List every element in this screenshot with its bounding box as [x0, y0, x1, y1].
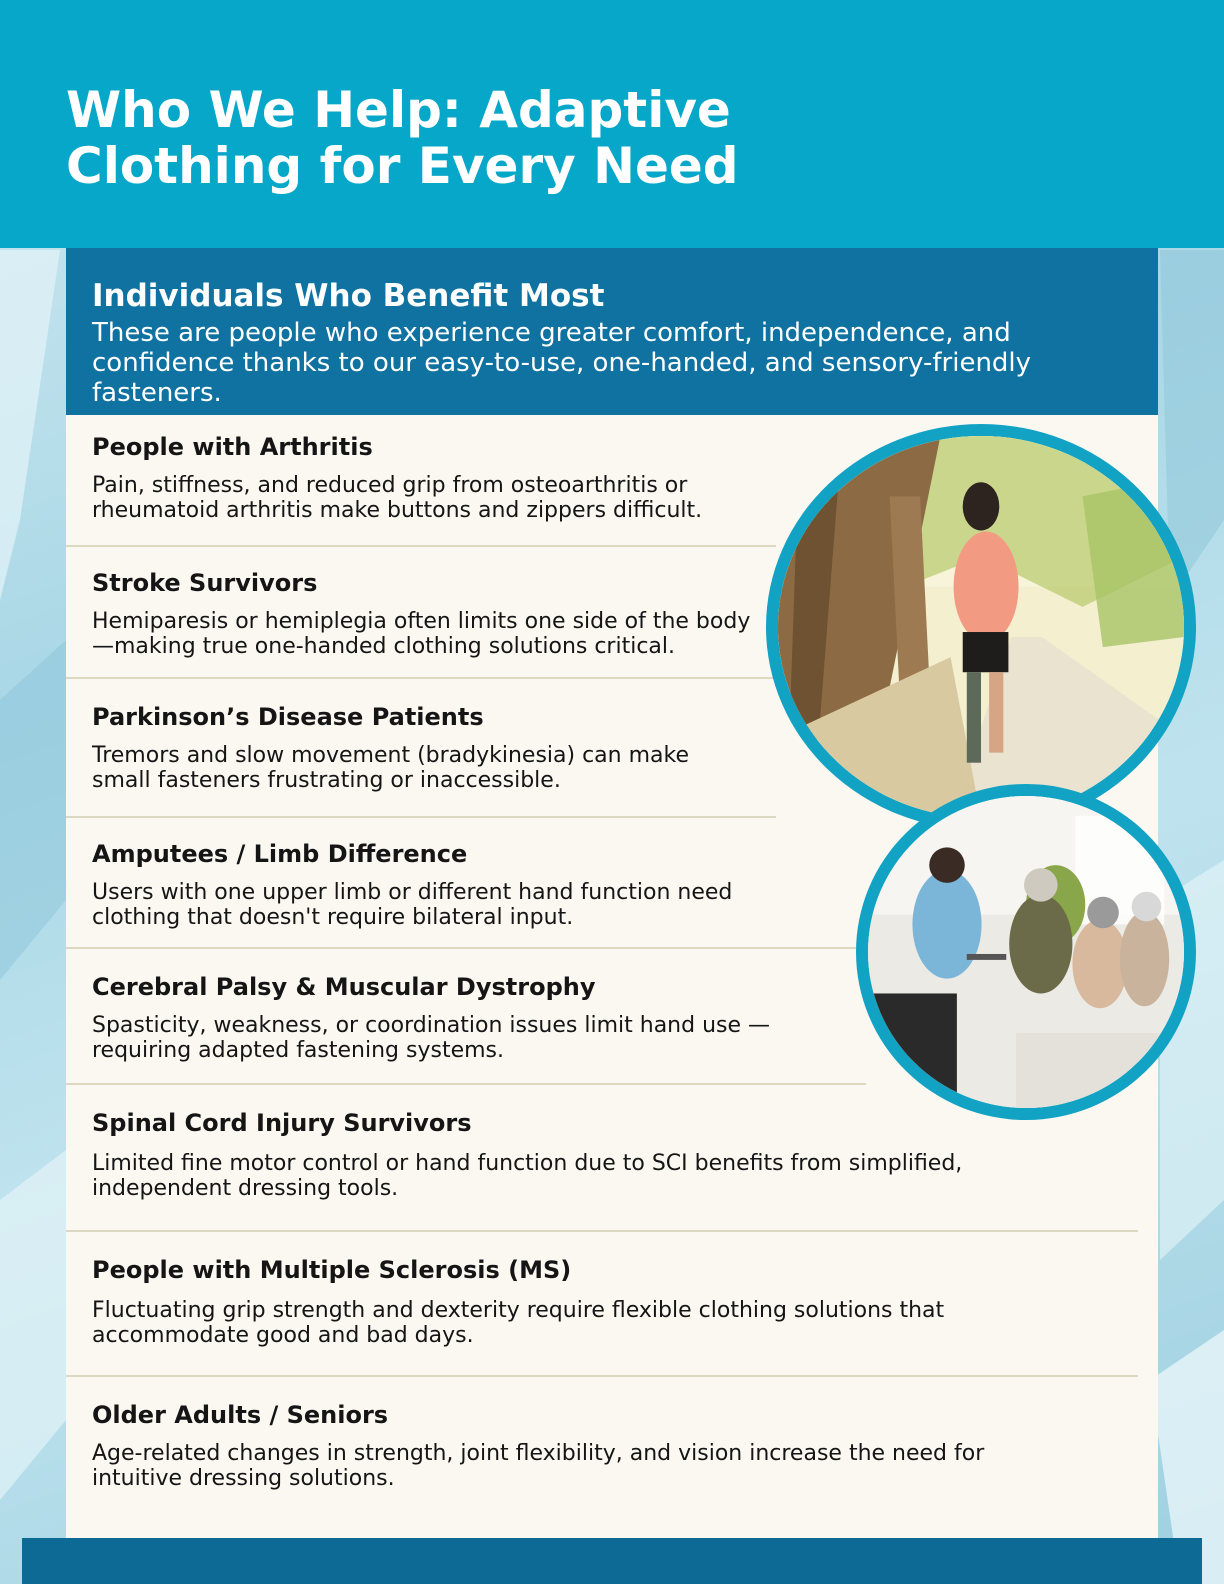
footer-bar — [22, 1538, 1202, 1584]
list-item — [66, 1232, 1138, 1377]
item-title: Stroke Survivors — [92, 569, 318, 597]
list-item — [66, 411, 776, 547]
intro-text: These are people who experience greater comfort, independence, and confidence thanks to our easy-to-use, one-handed, and sensory-friendly fasteners. — [92, 318, 1032, 408]
item-text: Pain, stiffness, and reduced grip from osteoarthritis or rheumatoid arthritis make buttons and zippers difficult. — [92, 473, 703, 523]
list-item — [66, 949, 866, 1085]
item-title: Parkinson’s Disease Patients — [92, 703, 484, 731]
item-text: Limited fine motor control or hand function due to SCI benefits from simplified, independent dressing tools. — [92, 1151, 963, 1201]
intro-band — [66, 248, 1158, 415]
item-title: People with Multiple Sclerosis (MS) — [92, 1256, 572, 1284]
list-item — [66, 679, 776, 818]
item-text: Users with one upper limb or different hand function need clothing that doesn't require bilateral input. — [92, 880, 733, 930]
item-title: Spinal Cord Injury Survivors — [92, 1109, 472, 1137]
item-text: Hemiparesis or hemiplegia often limits one side of the body—making true one-handed clothing solutions critical. — [92, 609, 751, 659]
item-text: Age-related changes in strength, joint flexibility, and vision increase the need for intuitive dressing solutions. — [92, 1441, 985, 1491]
item-title: People with Arthritis — [92, 433, 373, 461]
item-text: Spasticity, weakness, or coordination issues limit hand use —requiring adapted fastening systems. — [92, 1013, 771, 1063]
item-title: Amputees / Limb Difference — [92, 840, 468, 868]
list-item — [66, 547, 776, 679]
photo-nurse-with-seniors — [856, 784, 1196, 1120]
item-title: Older Adults / Seniors — [92, 1401, 389, 1429]
intro-heading: Individuals Who Benefit Most — [92, 278, 605, 314]
page-title: Who We Help: Adaptive Clothing for Every Need — [66, 81, 739, 195]
list-item — [66, 818, 866, 949]
item-title: Cerebral Palsy & Muscular Dystrophy — [92, 973, 596, 1001]
list-item — [66, 1377, 1138, 1517]
photo-walking-woman — [766, 424, 1196, 830]
item-text: Tremors and slow movement (bradykinesia) can make small fasteners frustrating or inaccessible. — [92, 743, 690, 793]
item-text: Fluctuating grip strength and dexterity require flexible clothing solutions that accommodate good and bad days. — [92, 1298, 945, 1348]
page-header — [0, 0, 1224, 248]
